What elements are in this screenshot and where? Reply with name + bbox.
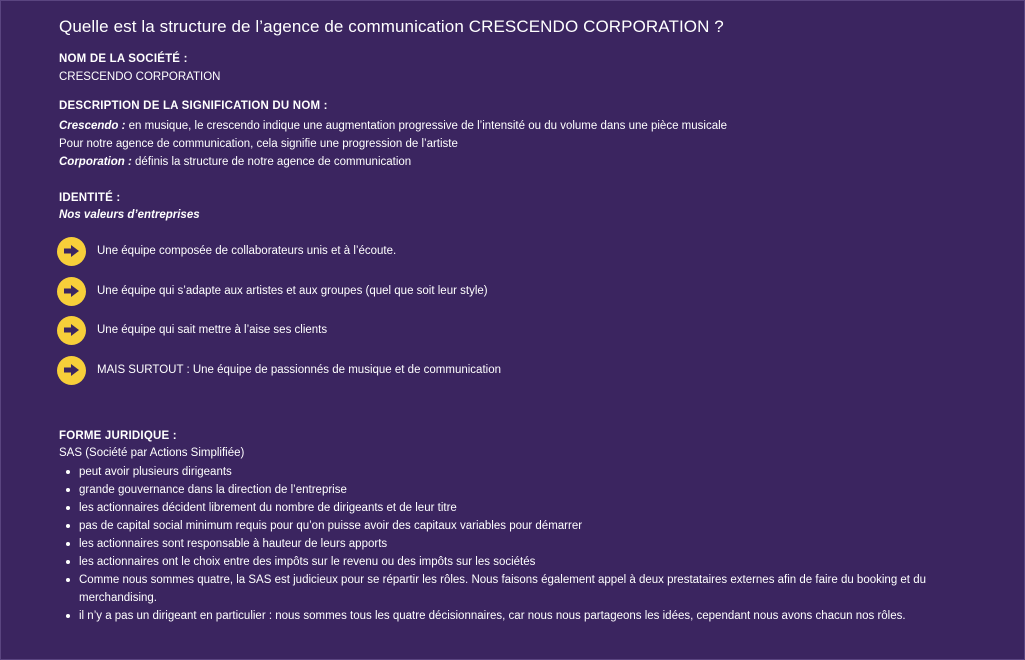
list-item: peut avoir plusieurs dirigeants — [59, 463, 959, 481]
list-item: pas de capital social minimum requis pour qu’on puisse avoir des capitaux variables pour démarrer — [59, 517, 959, 535]
company-name-label: NOM DE LA SOCIÉTÉ : — [59, 53, 188, 65]
list-item: les actionnaires sont responsable à hauteur de leurs apports — [59, 535, 959, 553]
page-title: Quelle est la structure de l’agence de communication CRESCENDO CORPORATION ? — [59, 17, 724, 36]
value-text: Une équipe qui sait mettre à l’aise ses clients — [97, 324, 328, 336]
legal-form-label: FORME JURIDIQUE : — [59, 430, 177, 442]
legal-points-list — [59, 463, 959, 625]
value-item — [57, 276, 488, 306]
arrow-right-icon — [57, 316, 86, 345]
crescendo-definition — [59, 120, 727, 132]
arrow-right-icon — [57, 356, 86, 385]
corporation-term: Corporation : — [59, 156, 132, 168]
identity-subtitle: Nos valeurs d’entreprises — [59, 209, 200, 221]
corporation-text: définis la structure de notre agence de communication — [131, 156, 412, 168]
list-item: les actionnaires ont le choix entre des impôts sur le revenu ou des impôts sur les sociétés — [59, 553, 959, 571]
list-item: il n’y a pas un dirigeant en particulier : nous sommes tous les quatre décisionnaires, car nous nous partageons les idées, cependant nous avons chacun nos rôles. — [59, 607, 959, 625]
value-text: Une équipe composée de collaborateurs unis et à l’écoute. — [97, 245, 397, 257]
list-item: les actionnaires décident librement du nombre de dirigeants et de leur titre — [59, 499, 959, 517]
value-item — [57, 355, 501, 385]
list-item: grande gouvernance dans la direction de l’entreprise — [59, 481, 959, 499]
name-meaning-label: DESCRIPTION DE LA SIGNIFICATION DU NOM : — [59, 100, 328, 112]
value-item — [57, 236, 396, 266]
arrow-right-icon — [57, 237, 86, 266]
value-text: MAIS SURTOUT : Une équipe de passionnés de musique et de communication — [97, 364, 501, 376]
value-text: Une équipe qui s’adapte aux artistes et aux groupes (quel que soit leur style) — [97, 285, 488, 297]
legal-form-value: SAS (Société par Actions Simplifiée) — [59, 447, 245, 459]
agency-meaning-text: Pour notre agence de communication, cela signifie une progression de l’artiste — [59, 138, 458, 150]
arrow-right-icon — [57, 277, 86, 306]
company-name-value: CRESCENDO CORPORATION — [59, 71, 221, 83]
crescendo-text: en musique, le crescendo indique une augmentation progressive de l’intensité ou du volume dans une pièce musicale — [125, 120, 728, 132]
value-item — [57, 315, 327, 345]
corporation-definition — [59, 156, 411, 168]
list-item: Comme nous sommes quatre, la SAS est judicieux pour se répartir les rôles. Nous faisons également appel à deux prestataires externes afin de faire du booking et du merchandising. — [59, 571, 959, 607]
crescendo-term: Crescendo : — [59, 120, 126, 132]
identity-label: IDENTITÉ : — [59, 192, 121, 204]
